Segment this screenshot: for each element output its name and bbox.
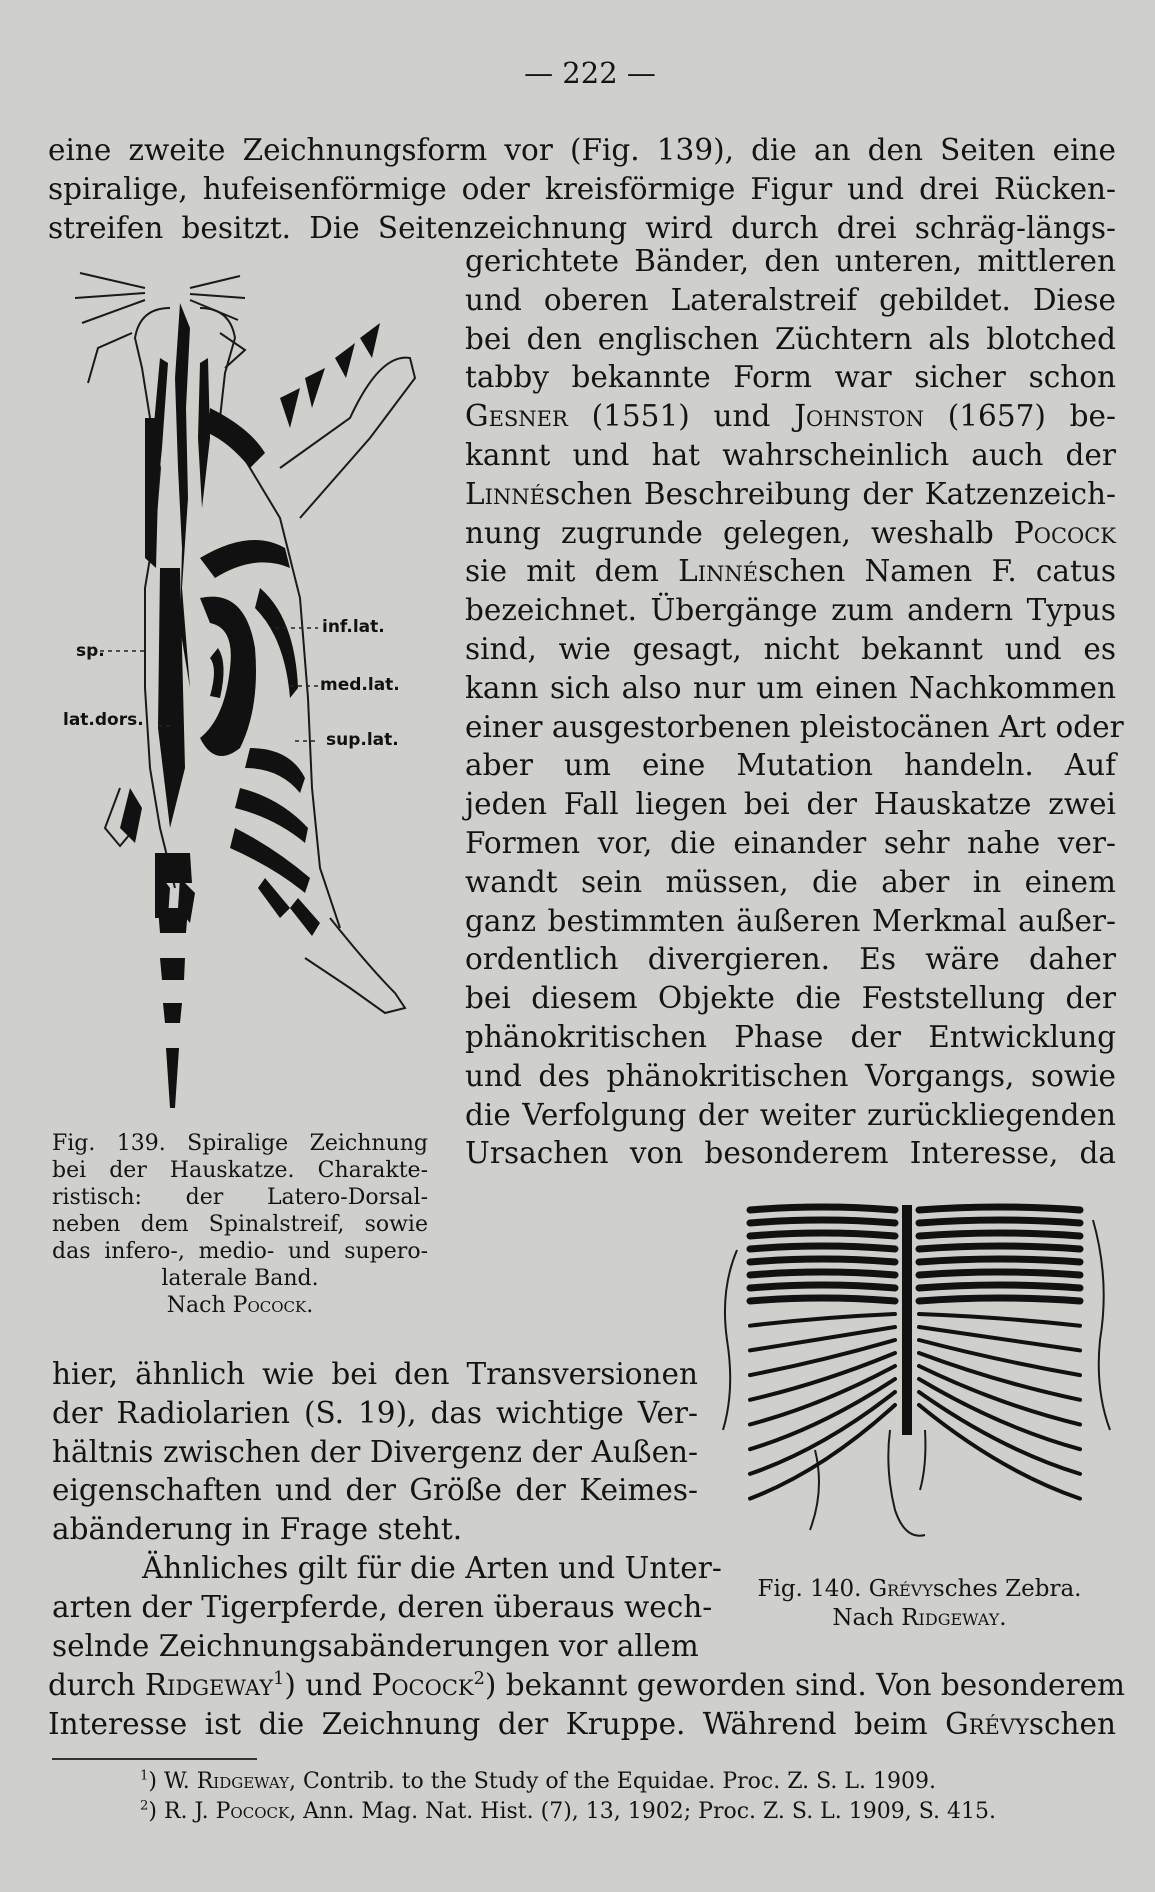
label-med-lat: med.lat. bbox=[320, 675, 400, 695]
text-line: der Radiolarien (S. 19), das wichtige Ver- bbox=[52, 1395, 698, 1430]
zebra-stripe bbox=[919, 1272, 1080, 1275]
label-sup-lat: sup.lat. bbox=[326, 730, 399, 750]
text-fragment: durch bbox=[48, 1668, 145, 1702]
footnote-marker: 1 bbox=[140, 1768, 149, 1784]
author-name: Johnston bbox=[794, 399, 924, 434]
footnote-2 bbox=[140, 1798, 1120, 1826]
zebra-stripe bbox=[919, 1285, 1080, 1288]
text-fragment: ) W. bbox=[148, 1769, 197, 1794]
text-line: phänokritischen Phase der Entwicklung bbox=[465, 1019, 1116, 1054]
zebra-stripe bbox=[750, 1233, 895, 1236]
author-name: Gesner bbox=[465, 399, 568, 434]
text-line: streifen besitzt. Die Seitenzeichnung wird durch drei schräg-längs- bbox=[48, 211, 1116, 245]
author-name: Grévy bbox=[868, 1576, 933, 1602]
text-fragment: ) und bbox=[284, 1668, 372, 1702]
zebra-stripe bbox=[750, 1314, 895, 1326]
text-fragment: , Ann. Mag. Nat. Hist. (7), 13, 1902; Proc. Z. S. L. 1909, S. 415. bbox=[289, 1799, 997, 1824]
text-line: kannt und hat wahrscheinlich auch der bbox=[465, 437, 1116, 472]
author-name: Linné bbox=[678, 554, 759, 589]
text-fragment: ) bekannt geworden sind. Von besonderem bbox=[484, 1668, 1126, 1702]
footnote-marker: 1 bbox=[273, 1669, 285, 1690]
zebra-stripe bbox=[750, 1298, 895, 1301]
zebra-stripe bbox=[750, 1379, 895, 1449]
text-line bbox=[465, 397, 1116, 436]
text-line: arten der Tigerpferde, deren überaus wech- bbox=[52, 1589, 713, 1624]
text-fragment: sches Zebra. bbox=[932, 1576, 1082, 1602]
caption-line: laterale Band. bbox=[161, 1266, 319, 1291]
figure-139-cat-illustration bbox=[50, 268, 430, 1128]
zebra-stripe bbox=[919, 1246, 1080, 1249]
text-fragment: , Contrib. to the Study of the Equidae. Proc. Z. S. L. 1909. bbox=[288, 1769, 936, 1794]
caption-line: bei der Hauskatze. Charakte- bbox=[52, 1158, 428, 1183]
intro-paragraph bbox=[48, 131, 1116, 248]
zebra-stripe bbox=[919, 1233, 1080, 1236]
text-fragment: sie mit dem bbox=[465, 554, 679, 589]
text-line: eine zweite Zeichnungsform vor (Fig. 139), die an den Seiten eine bbox=[48, 133, 1116, 167]
text-line: Ursachen von besonderem Interesse, da bbox=[465, 1136, 1116, 1171]
zebra-stripe bbox=[750, 1259, 895, 1262]
footnote-marker: 2 bbox=[140, 1798, 149, 1814]
text-line: Ähnliches gilt für die Arten und Unter- bbox=[142, 1550, 722, 1585]
author-name: Linné bbox=[465, 476, 545, 511]
text-line: Formen vor, die einander sehr nahe ver- bbox=[465, 825, 1116, 860]
text-fragment: Nach bbox=[832, 1605, 902, 1631]
author-name: Pocock bbox=[1013, 515, 1116, 550]
text-line: spiralige, hufeisenförmige oder kreisförmige Figur und drei Rücken- bbox=[48, 172, 1116, 206]
caption-line: ristisch: der Latero-Dorsal- bbox=[52, 1185, 428, 1210]
text-fragment: Interesse ist die Zeichnung der Kruppe. Während beim bbox=[48, 1707, 946, 1741]
text-line: einer ausgestorbenen pleistocänen Art oder bbox=[465, 709, 1124, 744]
caption-line bbox=[722, 1575, 1117, 1604]
text-line: jeden Fall liegen bei der Hauskatze zwei bbox=[465, 787, 1116, 822]
text-line: abänderung in Frage steht. bbox=[52, 1512, 463, 1547]
text-fragment: ) R. J. bbox=[148, 1799, 216, 1824]
text-line: tabby bekannte Form war sicher schon bbox=[465, 360, 1116, 395]
closing-paragraph bbox=[48, 1666, 1126, 1744]
text-fragment: Fig. 140. bbox=[757, 1576, 869, 1602]
zebra-stripe bbox=[919, 1207, 1080, 1210]
text-line: und oberen Lateralstreif gebildet. Diese bbox=[465, 282, 1116, 317]
zebra-stripe bbox=[919, 1314, 1080, 1326]
text-line: selnde Zeichnungsabänderungen vor allem bbox=[52, 1628, 699, 1663]
zebra-stripe bbox=[750, 1246, 895, 1249]
text-line bbox=[48, 1666, 1126, 1705]
text-fragment: schen Beschreibung der Katzenzeich- bbox=[544, 476, 1116, 511]
text-line: bei den englischen Züchtern als blotched bbox=[465, 321, 1116, 356]
label-sp: sp. bbox=[76, 641, 105, 661]
author-name: Pocock. bbox=[232, 1293, 314, 1318]
zebra-stripe bbox=[750, 1285, 895, 1288]
figure-140-zebra-illustration bbox=[715, 1190, 1115, 1560]
text-fragment: schen bbox=[1028, 1707, 1116, 1741]
author-name: Grévy bbox=[945, 1707, 1029, 1741]
author-name: Ridgeway bbox=[196, 1769, 289, 1794]
figure-139-caption bbox=[52, 1130, 428, 1319]
text-line: hier, ähnlich wie bei den Transversionen bbox=[52, 1357, 698, 1391]
text-line bbox=[48, 1705, 1116, 1744]
caption-line: Fig. 139. Spiralige Zeichnung bbox=[52, 1131, 428, 1156]
text-line: aber um eine Mutation handeln. Auf bbox=[465, 748, 1116, 783]
text-line bbox=[465, 475, 1116, 514]
text-fragment: schen Namen F. catus bbox=[758, 554, 1116, 589]
caption-line bbox=[52, 1292, 428, 1319]
author-name: Ridgeway. bbox=[901, 1605, 1007, 1631]
text-line bbox=[465, 514, 1116, 553]
text-line: kann sich also nur um einen Nachkommen bbox=[465, 670, 1116, 705]
text-line: sind, wie gesagt, nicht bekannt und es bbox=[465, 631, 1116, 666]
text-line: wandt sein müssen, die aber in einem bbox=[465, 864, 1116, 899]
caption-line: neben dem Spinalstreif, sowie bbox=[52, 1212, 428, 1237]
caption-line: das infero-, medio- und supero- bbox=[52, 1239, 428, 1264]
zebra-stripe bbox=[750, 1272, 895, 1275]
text-line: bei diesem Objekte die Feststellung der bbox=[465, 981, 1116, 1016]
right-column-text bbox=[465, 242, 1124, 1173]
author-name: Pocock bbox=[371, 1668, 474, 1702]
figure-140-caption bbox=[722, 1575, 1117, 1633]
text-fragment: Nach bbox=[166, 1293, 233, 1318]
text-line: ordentlich divergieren. Es wäre daher bbox=[465, 942, 1116, 977]
text-line: ganz bestimmten äußeren Merkmal außer- bbox=[465, 903, 1116, 938]
author-name: Ridgeway bbox=[144, 1668, 274, 1702]
zebra-stripe bbox=[919, 1298, 1080, 1301]
text-line: eigenschaften und der Größe der Keimes- bbox=[52, 1473, 698, 1508]
text-line: und des phänokritischen Vorgangs, sowie bbox=[465, 1058, 1116, 1093]
text-line: hältnis zwischen der Divergenz der Außen- bbox=[52, 1434, 698, 1469]
zebra-stripe bbox=[919, 1259, 1080, 1262]
text-line bbox=[465, 552, 1116, 591]
text-fragment: nung zugrunde gelegen, weshalb bbox=[465, 515, 1014, 550]
text-line: bezeichnet. Übergänge zum andern Typus bbox=[465, 593, 1116, 628]
page-number: — 222 — bbox=[524, 56, 656, 90]
spinal-stripe bbox=[902, 1205, 912, 1435]
zebra-stripe bbox=[750, 1220, 895, 1223]
label-lat-dors: lat.dors. bbox=[63, 710, 144, 730]
author-name: Pocock bbox=[215, 1799, 290, 1824]
label-inf-lat: inf.lat. bbox=[322, 617, 385, 637]
text-fragment: (1551) und bbox=[567, 399, 795, 434]
zebra-stripe bbox=[750, 1207, 895, 1210]
text-fragment: (1657) be- bbox=[923, 399, 1116, 434]
left-column-text bbox=[52, 1355, 722, 1665]
footnote-marker: 2 bbox=[473, 1669, 485, 1690]
footnote-1 bbox=[140, 1768, 1120, 1796]
footnote-separator bbox=[52, 1758, 257, 1760]
zebra-stripe bbox=[919, 1220, 1080, 1223]
text-line: die Verfolgung der weiter zurückliegenden bbox=[465, 1097, 1116, 1132]
caption-line bbox=[722, 1604, 1117, 1633]
zebra-stripe bbox=[919, 1379, 1080, 1449]
text-line: gerichtete Bänder, den unteren, mittleren bbox=[465, 244, 1116, 278]
